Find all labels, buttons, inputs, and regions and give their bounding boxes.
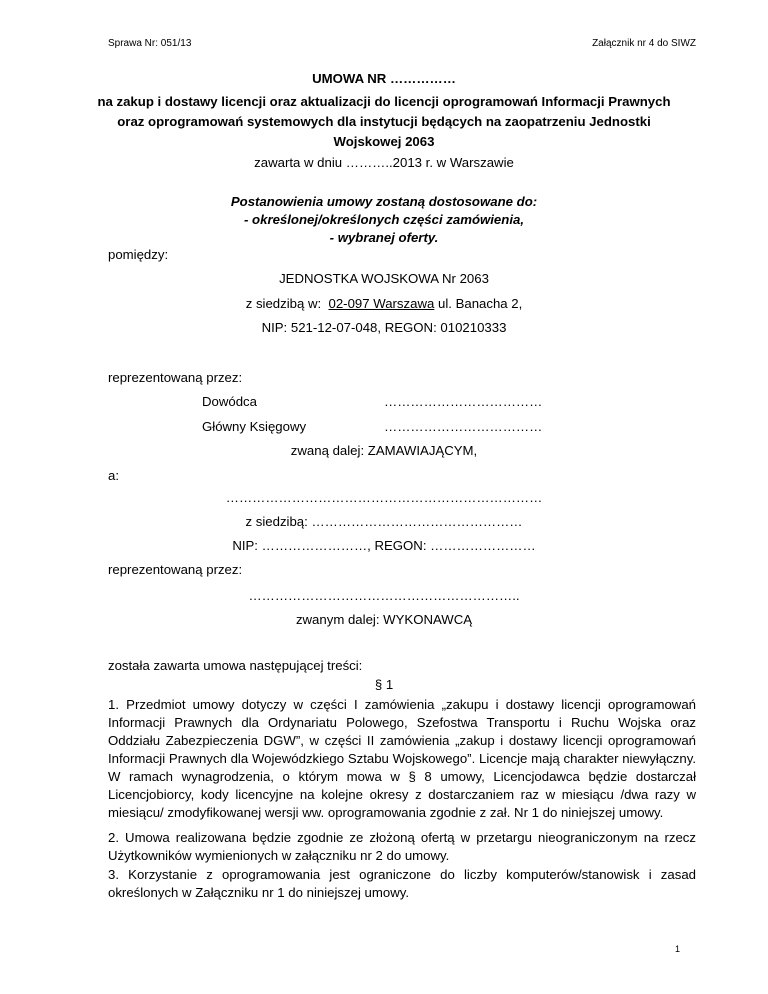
contract-title: UMOWA NR …………… (312, 71, 456, 86)
party2-rep-dots: …………………………………………………….. (248, 588, 520, 603)
and-label: a: (108, 468, 119, 483)
between-label: pomiędzy: (108, 247, 169, 262)
party2-called: zwanym dalej: WYKONAWCĄ (295, 612, 473, 627)
contract-date-place: zawarta w dniu ………..2013 r. w Warszawie (254, 155, 514, 170)
note-line-2: - określonej/określonych części zamówienia, (244, 212, 524, 227)
party1-called: zwaną dalej: ZAMAWIAJĄCYM, (290, 443, 478, 458)
party1-rep1-role: Dowódca (202, 394, 257, 409)
party1-rep2-dots: ……………………………… (384, 419, 543, 434)
party1-rep2-role: Główny Księgowy (202, 419, 307, 434)
party2-name-dots: ……………………………………………………………… (225, 490, 543, 505)
party1-seat (0, 296, 768, 311)
party1-seat-prefix: z siedzibą w: (245, 296, 322, 311)
party1-ids: NIP: 521-12-07-048, REGON: 010210333 (261, 320, 507, 335)
paragraph-1: 1. Przedmiot umowy dotyczy w części I zamówienia „zakupu i dostawy licencji oprogramowań Informacji Prawnych dla Ordynariatu Polowego, Szefostwa Transportu i Ruchu Wojska oraz Oddziału Zabezpieczenia DGW”, w części II zamówienia „zakup i dostawy licencji oprogramowań Informacji Prawnych dla Wojewódzkiego Sztabu Wojskowego”. Licencje mają charakter niewyłączny. W ramach wynagrodzenia, o którym mowa w § 8 umowy, Licencjodawca będzie dostarczał Licencjobiorcy, kody licencyjne na kolejne okresy z dostarczaniem raz w miesiącu /dwa razy w miesiącu/ zmodyfikowanej wersji ww. oprogramowania zgodnie z zał. Nr 1 do niniejszej umowy. (108, 697, 696, 820)
body-intro: została zawarta umowa następującej treści: (108, 658, 363, 673)
header-attachment-label: Załącznik nr 4 do SIWZ (592, 38, 696, 49)
party2-ids: NIP: ……………………, REGON: …………………… (232, 538, 536, 553)
party1-seat-street: ul. Banacha 2, (437, 296, 523, 311)
header-case-number: Sprawa Nr: 051/13 (108, 38, 192, 49)
party2-represented-label: reprezentowaną przez: (108, 562, 243, 577)
note-line-3: - wybranej oferty. (329, 230, 439, 245)
party1-represented-label: reprezentowaną przez: (108, 370, 243, 385)
paragraph-2: 2. Umowa realizowana będzie zgodnie ze złożoną ofertą w przetargu nieograniczonym na rzecz Użytkowników wymienionych w załączniku nr 2 do umowy. (108, 830, 696, 863)
contract-subject-line-2: oraz oprogramowań systemowych dla instytucji będących na zaopatrzeniu Jednostki (117, 114, 651, 129)
party1-name: JEDNOSTKA WOJSKOWA Nr 2063 (279, 271, 489, 286)
page-number: 1 (674, 944, 680, 954)
section-heading: § 1 (374, 677, 394, 692)
party1-seat-city: 02-097 Warszawa (328, 296, 435, 311)
paragraph-3: 3. Korzystanie z oprogramowania jest ograniczone do liczby komputerów/stanowisk i zasad określonych w Załączniku nr 1 do niniejszej umowy. (108, 867, 696, 900)
party1-rep1-dots: ……………………………… (384, 394, 543, 409)
party2-seat: z siedzibą: ………………………………………… (245, 514, 523, 529)
contract-subject-line-3: Wojskowej 2063 (333, 134, 435, 149)
note-line-1: Postanowienia umowy zostaną dostosowane do: (230, 194, 538, 209)
contract-subject-line-1: na zakup i dostawy licencji oraz aktualizacji do licencji oprogramowań Informacji Prawnych (97, 94, 671, 109)
